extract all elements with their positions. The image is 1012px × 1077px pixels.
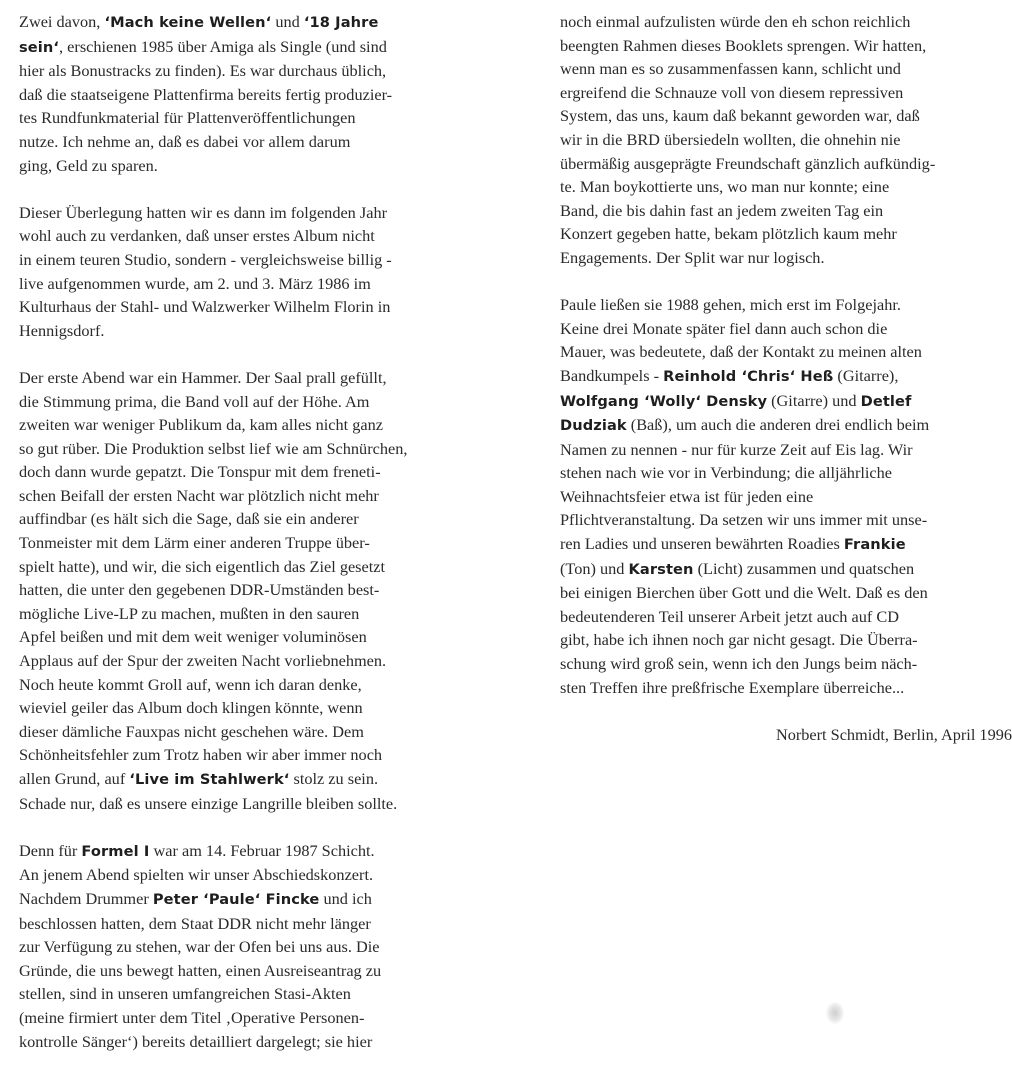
text-line: bedeutenderen Teil unserer Arbeit jetzt auch auf CD: [560, 606, 899, 626]
text-line: nutze. Ich nehme an, daß es dabei vor allem darum: [19, 131, 351, 151]
text-line: kontrolle Sänger‘) bereits detailliert dargelegt; sie hier: [19, 1031, 373, 1051]
text-line: An jenem Abend spielten wir unser Abschiedskonzert.: [19, 865, 374, 885]
text-line: Hennigsdorf.: [19, 320, 105, 340]
text-line: [560, 364, 1012, 389]
text-run: , erschienen 1985 über Amiga als Single (und sind: [59, 36, 387, 56]
text-line: in einem teuren Studio, sondern - vergleichsweise billig -: [19, 249, 392, 269]
text-line: Keine drei Monate später fiel dann auch schon die: [560, 318, 888, 338]
text-line: Tonmeister mit dem Lärm einer anderen Truppe über-: [19, 533, 370, 553]
text-run: Denn für: [19, 840, 82, 860]
text-line: ergreifend die Schnauze voll von diesem repressiven: [560, 82, 904, 102]
text-line: gibt, habe ich ihnen noch gar nicht gesagt. Die Überra-: [560, 630, 918, 650]
text-line: hier als Bonustracks zu finden). Es war durchaus üblich,: [19, 61, 387, 81]
text-line: Der erste Abend war ein Hammer. Der Saal prall gefüllt,: [19, 367, 387, 387]
text-line: ging, Geld zu sparen.: [19, 155, 158, 175]
text-line: dieser dämliche Fauxpas nicht geschehen wäre. Dem: [19, 721, 364, 741]
member-name-detlef: Detlef: [860, 392, 912, 410]
text-line: [560, 389, 1012, 414]
text-line: übermäßig ausgeprägte Freundschaft gänzlich aufkündig-: [560, 153, 936, 173]
text-run: (Licht) zusammen und quatschen: [693, 558, 915, 578]
text-line: daß die staatseigene Plattenfirma bereits fertig produzier-: [19, 84, 393, 104]
scan-smudge: [826, 1002, 844, 1024]
text-line: te. Man boykottierte uns, wo man nur konnte; eine: [560, 177, 890, 197]
album-title-live-im-stahlwerk: ‘Live im Stahlwerk‘: [129, 771, 290, 788]
member-name-peter-fincke: Peter ‘Paule‘ Fincke: [152, 890, 320, 908]
text-line: so gut rüber. Die Produktion selbst lief wie am Schnürchen,: [19, 438, 408, 458]
text-line: schung wird groß sein, wenn ich den Jungs beim näch-: [560, 654, 918, 674]
text-line: beengten Rahmen dieses Booklets sprengen. Wir hatten,: [560, 35, 927, 55]
text-run: ren Ladies und unseren bewährten Roadies: [560, 534, 844, 554]
text-run: Nachdem Drummer: [19, 888, 153, 908]
member-name-wolfgang-densky: Wolfgang ‘Wolly‘ Densky: [560, 392, 768, 410]
text-line: [19, 887, 477, 912]
roadie-name-frankie: Frankie: [843, 536, 906, 554]
text-line: Konzert gegeben hatte, bekam plötzlich kaum mehr: [560, 224, 897, 244]
text-line: schen Beifall der ersten Nacht war plötzlich nicht mehr: [19, 485, 379, 505]
text-line: beschlossen hatten, dem Staat DDR nicht mehr länger: [19, 913, 371, 933]
text-line: spielt hatte), und wir, die sich eigentlich das Ziel gesetzt: [19, 556, 386, 576]
text-line: Paule ließen sie 1988 gehen, mich erst im Folgejahr.: [560, 295, 901, 315]
paragraph-farewell: [19, 839, 477, 1053]
text-line: zur Verfügung zu stehen, war der Ofen bei uns aus. Die: [19, 937, 380, 957]
text-line: bei einigen Bierchen über Gott und die Welt. Daß es den: [560, 583, 928, 603]
text-line: noch einmal aufzulisten würde den eh schon reichlich: [560, 12, 911, 31]
text-line: Dieser Überlegung hatten wir es dann im folgenden Jahr: [19, 202, 388, 222]
text-line: tes Rundfunkmaterial für Plattenveröffentlichungen: [19, 108, 356, 128]
text-line: Schade nur, daß es unsere einzige Langrille bleiben sollte.: [19, 793, 398, 813]
text-run: Zwei davon,: [19, 12, 105, 31]
paragraph-first-album: [19, 201, 477, 343]
text-run: Bandkumpels -: [560, 365, 664, 385]
left-column: [19, 10, 477, 1077]
text-line: [19, 35, 477, 60]
text-line: (meine firmiert unter dem Titel ‚Operative Personen-: [19, 1007, 365, 1027]
song-title-18-jahre-sein: ‘18 Jahre: [303, 14, 379, 31]
song-title-mach-keine-wellen: ‘Mach keine Wellen‘: [104, 14, 272, 31]
text-run: (Gitarre),: [833, 365, 899, 385]
text-line: Kulturhaus der Stahl- und Walzwerker Wilhelm Florin in: [19, 297, 391, 317]
text-line: [560, 557, 1012, 582]
text-line: [19, 767, 477, 792]
member-name-dudziak: Dudziak: [560, 417, 627, 435]
paragraph-split: [560, 10, 1012, 270]
roadie-name-karsten: Karsten: [628, 560, 694, 578]
text-line: wohl auch zu verdanken, daß unser erstes Album nicht: [19, 226, 375, 246]
text-run: (Baß), um auch die anderen drei endlich beim: [626, 415, 930, 435]
text-line: [19, 839, 477, 864]
text-line: zweiten war weniger Publikum da, kam alles nicht ganz: [19, 415, 383, 435]
paragraph-reunion: [560, 293, 1012, 699]
text-line: Applaus auf der Spur der zweiten Nacht vorliebnehmen.: [19, 651, 387, 671]
text-line: stehen nach wie vor in Verbindung; die alljährliche: [560, 463, 893, 483]
text-line: auffindbar (es hält sich die Sage, daß sie ein anderer: [19, 509, 359, 529]
text-line: Pflichtveranstaltung. Da setzen wir uns immer mit unse-: [560, 510, 928, 530]
paragraph-singles: [19, 10, 477, 177]
signature: Norbert Schmidt, Berlin, April 1996: [775, 724, 1012, 744]
text-line: Apfel beißen und mit dem weit weniger voluminösen: [19, 627, 367, 647]
text-line: die Stimmung prima, die Band voll auf der Höhe. Am: [19, 391, 370, 411]
text-run: und ich: [319, 888, 372, 908]
text-line: Mauer, was bedeutete, daß der Kontakt zu meinen alten: [560, 342, 922, 362]
text-line: System, das uns, kaum daß bekannt geworden war, daß: [560, 106, 920, 126]
text-line: Namen zu nennen - nur für kurze Zeit auf Eis lag. Wir: [560, 439, 913, 459]
text-line: live aufgenommen wurde, am 2. und 3. März 1986 im: [19, 273, 371, 293]
text-line: wir in die BRD übersiedeln wollten, die ohnehin nie: [560, 129, 901, 149]
song-title-18-jahre-sein-cont: sein‘: [19, 38, 60, 56]
text-run: allen Grund, auf: [19, 769, 130, 788]
text-line: wieviel geiler das Album doch klingen könnte, wenn: [19, 698, 363, 718]
band-name-formel-1: Formel I: [81, 842, 150, 860]
text-line: Gründe, die uns bewegt hatten, einen Ausreiseantrag zu: [19, 960, 382, 980]
text-line: [560, 532, 1012, 557]
text-line: wenn man es so zusammenfassen kann, schlicht und: [560, 59, 901, 79]
text-line: doch dann wurde gepatzt. Die Tonspur mit dem freneti-: [19, 462, 381, 482]
paragraph-live-recording: [19, 366, 477, 815]
text-line: sten Treffen ihre preßfrische Exemplare überreiche...: [560, 677, 905, 697]
text-line: [560, 413, 1012, 438]
text-line: stellen, sind in unseren umfangreichen Stasi-Akten: [19, 984, 351, 1004]
text-run: war am 14. Februar 1987 Schicht.: [149, 840, 375, 860]
text-line: mögliche Live-LP zu machen, mußten in den sauren: [19, 603, 360, 623]
text-run: (Ton) und: [560, 558, 629, 578]
text-line: Schönheitsfehler zum Trotz haben wir aber immer noch: [19, 745, 383, 765]
text-line: hatten, die unter den gegebenen DDR-Umständen best-: [19, 580, 380, 600]
right-column: [560, 10, 1012, 746]
text-line: Noch heute kommt Groll auf, wenn ich daran denke,: [19, 674, 362, 694]
text-line: Weihnachtsfeier etwa ist für jeden eine: [560, 486, 814, 506]
member-name-reinhold-hess: Reinhold ‘Chris‘ Heß: [663, 367, 834, 385]
text-run: und: [271, 12, 304, 31]
text-line: Band, die bis dahin fast an jedem zweiten Tag ein: [560, 200, 884, 220]
text-line: [19, 10, 477, 35]
text-run: stolz zu sein.: [289, 769, 379, 788]
text-run: (Gitarre) und: [767, 390, 861, 410]
text-line: Engagements. Der Split war nur logisch.: [560, 247, 825, 267]
